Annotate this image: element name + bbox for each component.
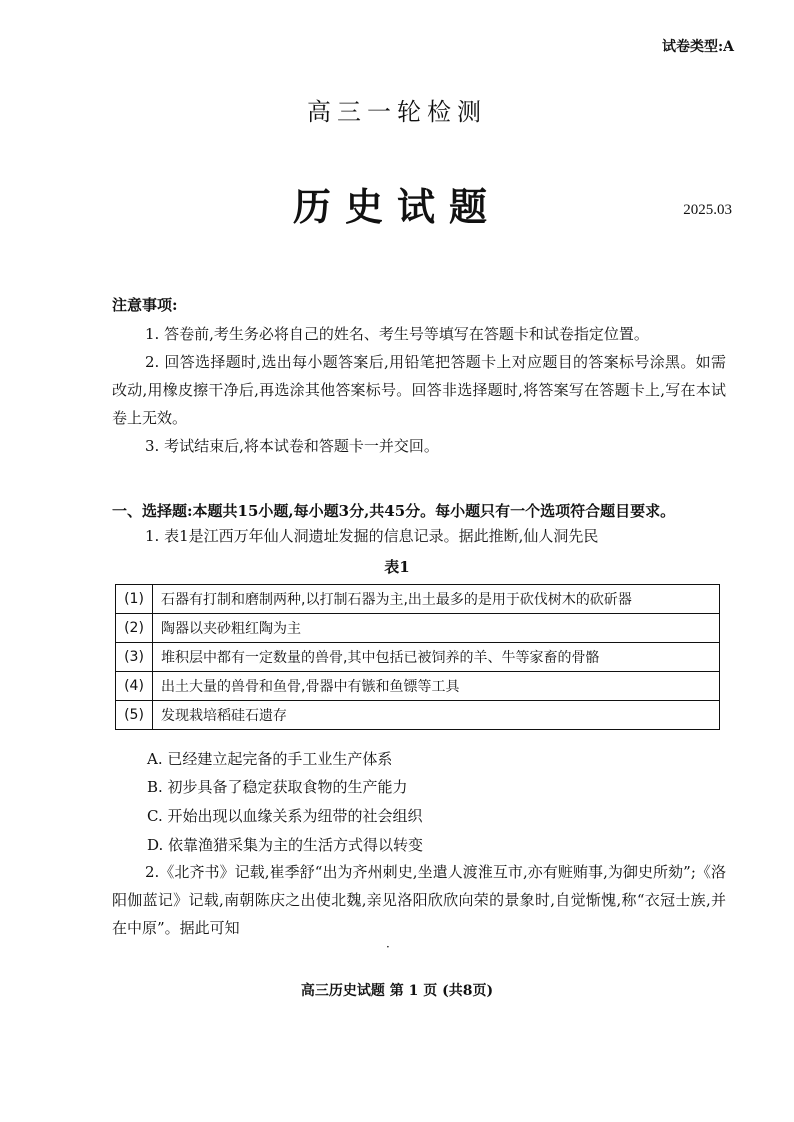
info-table — [115, 584, 720, 730]
notes-heading: 注意事项: — [112, 296, 178, 314]
table-row — [116, 585, 720, 614]
table-caption: 表1 — [384, 558, 410, 576]
row-text: 发现栽培稻硅石遗存 — [153, 701, 720, 730]
row-text: 陶器以夹砂粗红陶为主 — [153, 614, 720, 643]
exam-subtitle: 高三一轮检测 — [307, 98, 487, 126]
stray-dot: · — [386, 940, 390, 954]
question-1-stem: 1. 表1是江西万年仙人洞遗址发掘的信息记录。据此推断,仙人洞先民 — [145, 527, 599, 545]
row-number: (1) — [116, 585, 153, 614]
row-number: (5) — [116, 701, 153, 730]
exam-title: 历史试题 — [292, 184, 501, 229]
row-number: (4) — [116, 672, 153, 701]
row-text: 出土大量的兽骨和鱼骨,骨器中有镞和鱼镖等工具 — [153, 672, 720, 701]
note-item-2: 2. 回答选择题时,选出每小题答案后,用铅笔把答题卡上对应题目的答案标号涂黑。如需改动,用橡皮擦干净后,再选涂其他答案标号。回答非选择题时,将答案写在答题卡上,写在本试卷上无效。 — [112, 353, 726, 427]
option-b: B. 初步具备了稳定获取食物的生产能力 — [147, 778, 408, 796]
option-c: C. 开始出现以血缘关系为纽带的社会组织 — [147, 807, 423, 825]
row-number: (3) — [116, 643, 153, 672]
row-text: 石器有打制和磨制两种,以打制石器为主,出土最多的是用于砍伐树木的砍斫器 — [153, 585, 720, 614]
section-heading: 一、选择题:本题共15小题,每小题3分,共45分。每小题只有一个选项符合题目要求。 — [112, 502, 676, 520]
question-2-stem: 2.《北齐书》记载,崔季舒“出为齐州刺史,坐遣人渡淮互市,亦有赃贿事,为御史所劾”;《洛阳伽蓝记》记载,南朝陈庆之出使北魏,亲见洛阳欣欣向荣的景象时,自觉惭愧,称“衣冠士族,并在中原”。据此可知 — [112, 863, 726, 937]
paper-type-label: 试卷类型:A — [661, 39, 734, 55]
table-row — [116, 643, 720, 672]
row-text: 堆积层中都有一定数量的兽骨,其中包括已被饲养的羊、牛等家畜的骨骼 — [153, 643, 720, 672]
option-d: D. 依靠渔猎采集为主的生活方式得以转变 — [147, 836, 424, 854]
table-row — [116, 614, 720, 643]
table-row — [116, 672, 720, 701]
table-row — [116, 701, 720, 730]
exam-date: 2025.03 — [683, 202, 732, 218]
page-footer: 高三历史试题 第 1 页 (共8页) — [300, 983, 494, 999]
row-number: (2) — [116, 614, 153, 643]
note-item-1: 1. 答卷前,考生务必将自己的姓名、考生号等填写在答题卡和试卷指定位置。 — [145, 325, 649, 343]
option-a: A. 已经建立起完备的手工业生产体系 — [147, 750, 393, 768]
note-item-3: 3. 考试结束后,将本试卷和答题卡一并交回。 — [145, 437, 439, 455]
